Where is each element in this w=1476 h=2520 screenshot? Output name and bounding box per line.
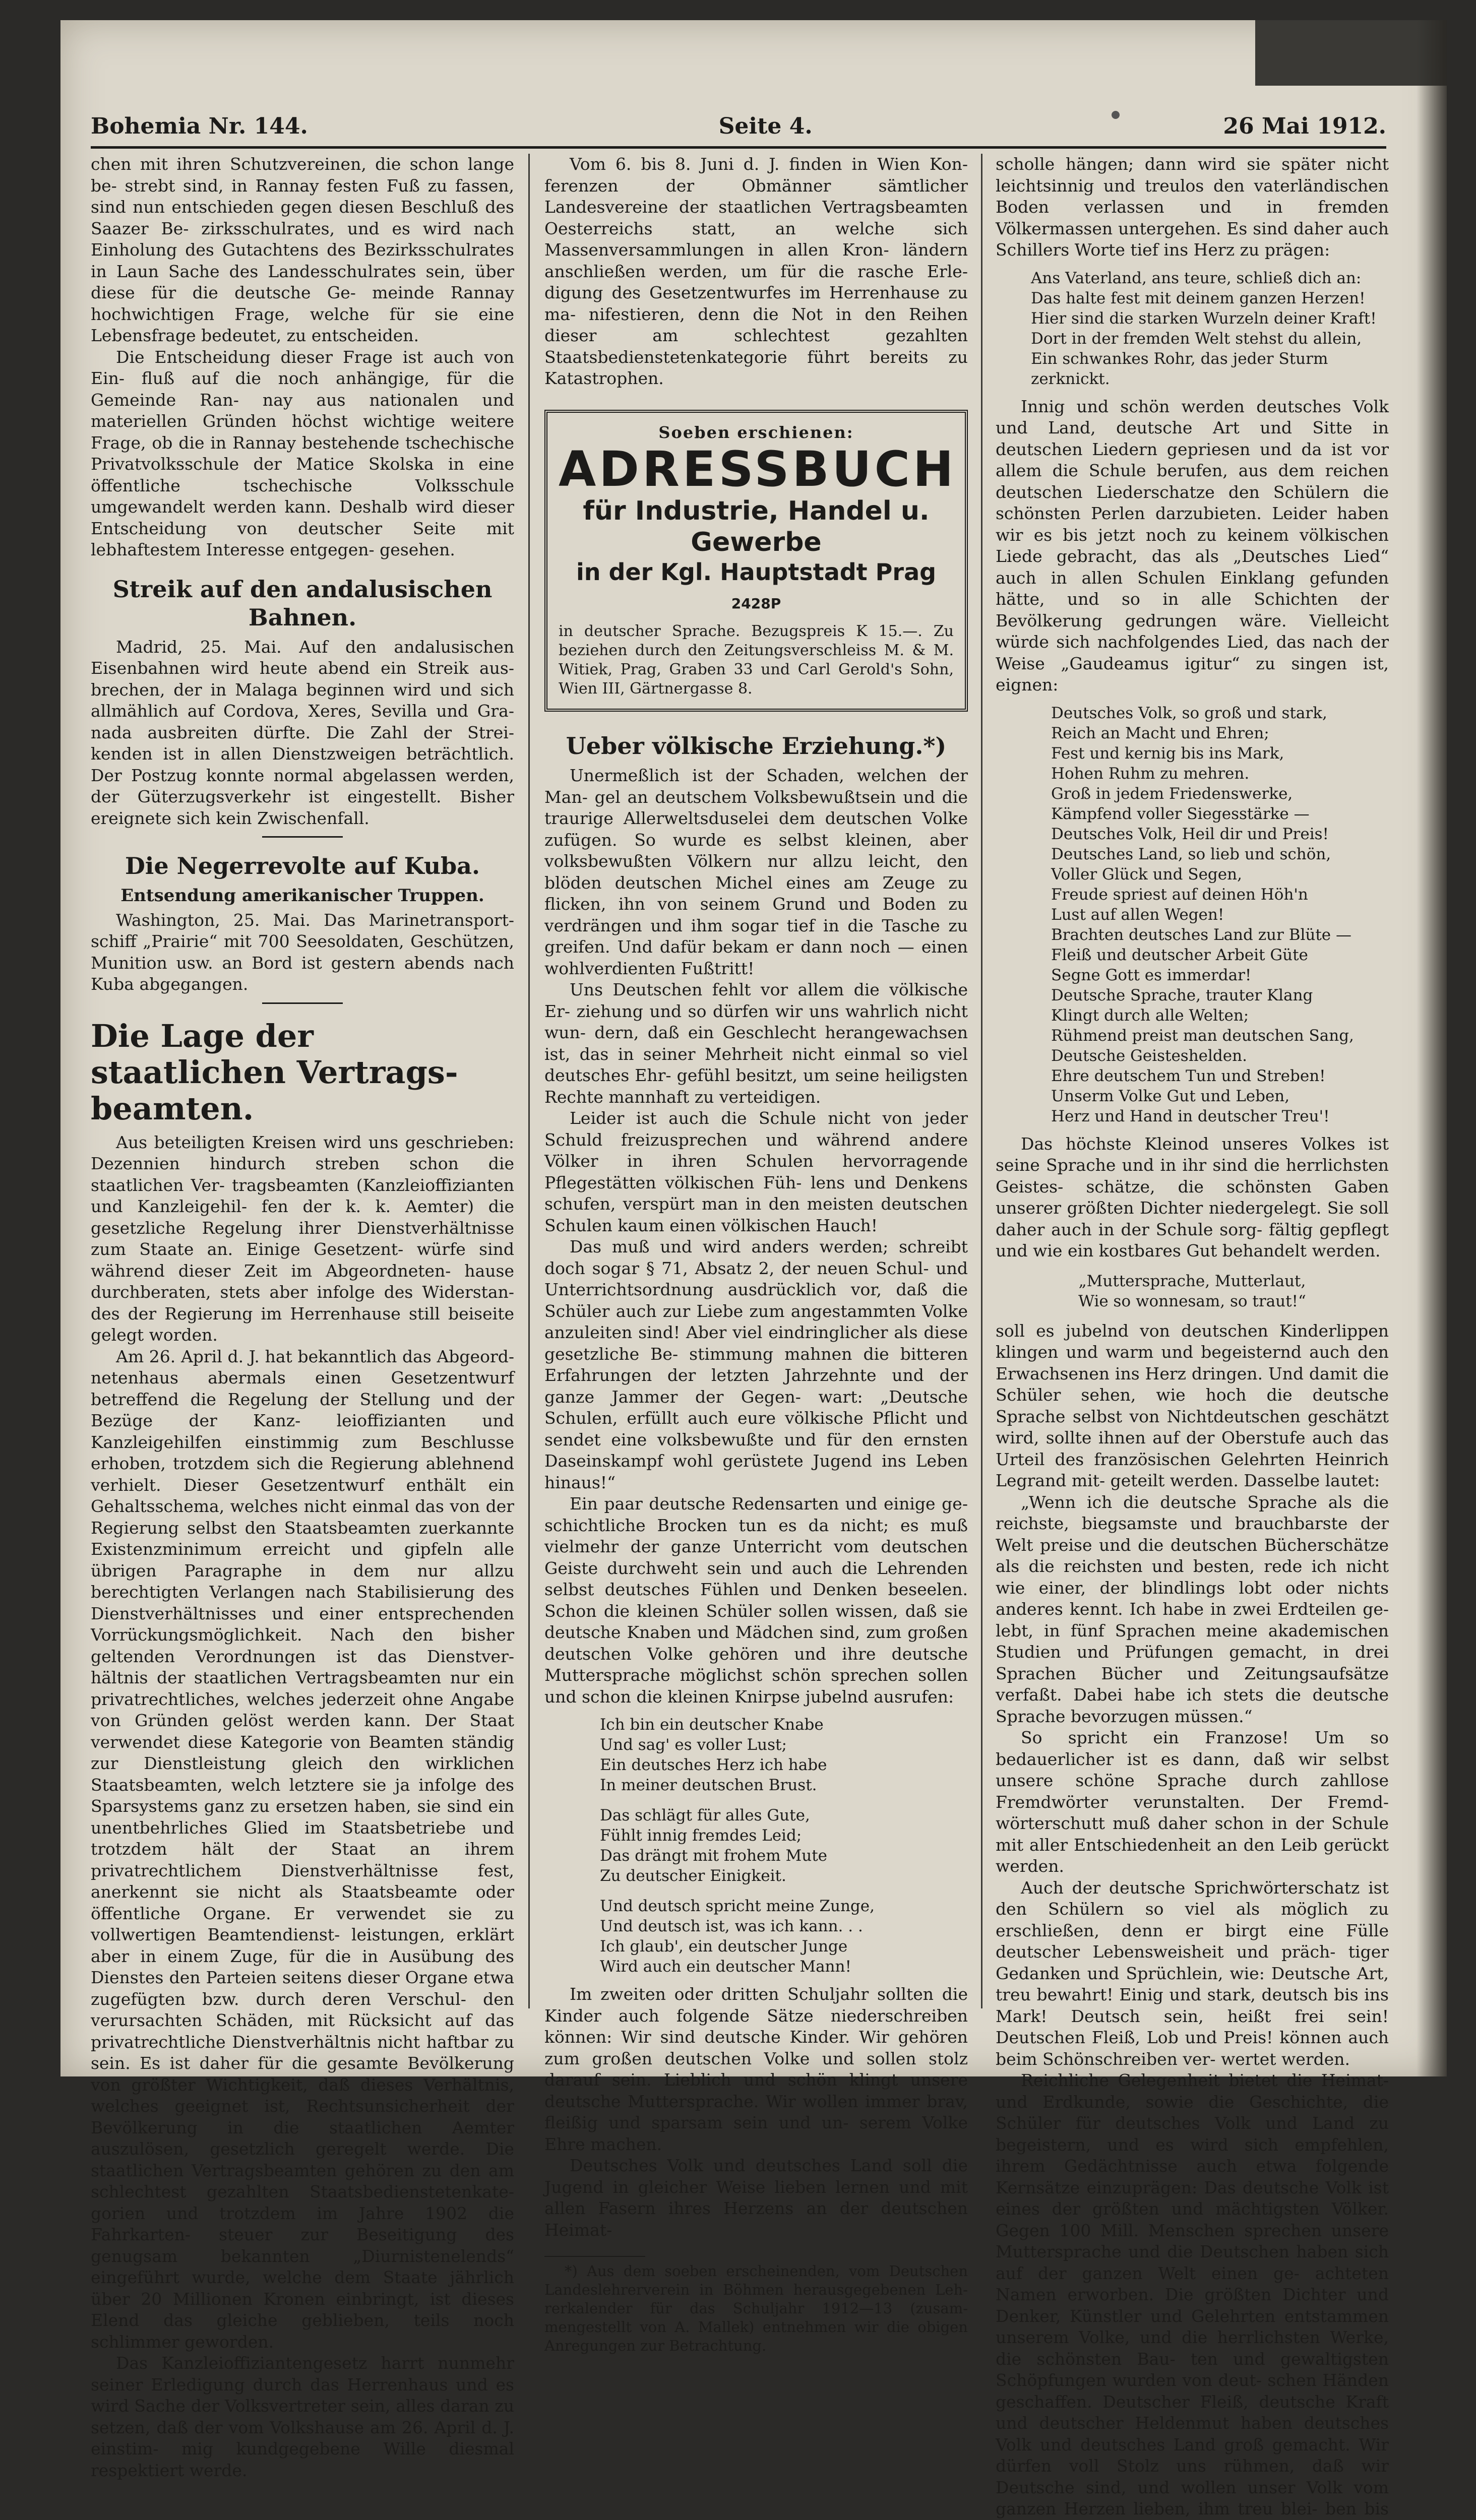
- poem-line: Klingt durch alle Welten;: [1051, 1006, 1249, 1025]
- ad-code: 2428P: [731, 595, 781, 612]
- ad-subtitle: für Industrie, Handel u. Gewerbe: [583, 496, 930, 557]
- poem-stanza-break: [600, 1795, 968, 1805]
- poem-line: Fühlt innig fremdes Leid;: [600, 1826, 802, 1845]
- poem-line: Deutsches Land, so lieb und schön,: [1051, 845, 1331, 863]
- article-text: chen mit ihren Schutzvereinen, die schon lange be- strebt sind, in Rannay festen Fuß zu fassen, sind nun entschieden gegen diesen Beschluß des Saazer Be- zirksschulrates, und es wird nach Einholung des Gutachtens des Bezirksschulrates in Laun Sache des Landesschulrates sein, über diese für die deutsche Ge- meinde Rannay hochwichtigen Frage, welche für sie eine Lebensfrage bedeutet, zu entscheiden.: [91, 154, 514, 345]
- separator: [262, 836, 343, 838]
- article-text: Aus beteiligten Kreisen wird uns geschrieben: Dezennien hindurch streben schon die staatlichen Ver- tragsbeamten (Kanzleioffizianten und Kanzleigehil- fen der k. k. Aemter) die gesetzliche Regelung ihrer Dienstverhältnisse zum Staate an. Einige Gesetzent- würfe sind während dieser Zeit im Abgeordneten- hause durchberaten, stets aber infolge des Widerstan- des der Regierung im Herrenhause still beiseite gelegt worden.: [91, 1132, 514, 1345]
- subheadline-kuba: Entsendung amerikanischer Truppen.: [120, 886, 484, 906]
- poem-schiller: [1031, 268, 1389, 389]
- poem-line: Lust auf allen Wegen!: [1051, 905, 1224, 924]
- headline-vertragsbeamten: Die Lage der staatlichen Vertrags- beamten.: [91, 1017, 458, 1127]
- poem-line: Ich glaub', ein deutscher Junge: [600, 1937, 848, 1956]
- article-text: Unermeßlich ist der Schaden, welchen der Man- gel an deutschem Volksbewußtsein und die traurige Allerweltsduselei dem deutschen Volke zufügen. So wurde es selbst kleinen, aber volksbewußten Völkern nur allzu leicht, den blöden deutschen Michel eines am Zeuge zu flicken, ihn von seinem Grund und Boden zu verdrängen und ihm sogar tief in die Tasche zu greifen. Und dafür bekam er dann noch — einen wohlverdienten Fußtritt!: [544, 766, 968, 978]
- headline-kuba: Die Negerrevolte auf Kuba.: [125, 852, 480, 879]
- poem-line: Kämpfend voller Siegesstärke —: [1051, 804, 1310, 823]
- poem-line: Und sag' es voller Lust;: [600, 1736, 787, 1754]
- poem-line: Groß in jedem Friedenswerke,: [1051, 784, 1293, 803]
- poem-line: In meiner deutschen Brust.: [600, 1776, 817, 1794]
- article-text: Auch der deutsche Sprichwörterschatz ist den Schülern so viel als möglich zu erschließen, denn er birgt eine Fülle deutscher Lebensweisheit und präch- tiger Gedanken und Sprüchlein, wie: Deutsche Art, treu bewahrt! Einig und stark, deutsch bis ins Mark! Deutsch sein, heißt frei sein! Deutschen Fleiß, Lob und Preis! können auch beim Schönschreiben ver- wertet werden.: [996, 1877, 1389, 2069]
- headline-streik: Streik auf den andalusischen Bahnen.: [112, 575, 493, 631]
- article-text: Das muß und wird anders werden; schreibt doch sogar § 71, Absatz 2, der neuen Schul- und Unterrichtsordnung ausdrücklich vor, daß die Schüler auch zur Liebe zum angestammten Volke anzuleiten sind! Aber viel eindringlicher als diese gesetzliche Be- stimmung mahnen die bitteren Erfahrungen der letzten Jahrzehnte und der ganze Jammer der Gegen- wart: „Deutsche Schulen, erfüllt auch eure völkische Pflicht und sendet eine volksbewußte und für den ernsten Daseinskampf wohl gerüstete Jugend ins Leben hinaus!“: [544, 1237, 968, 1492]
- poem-line: Hier sind die starken Wurzeln deiner Kraft!: [1031, 309, 1377, 328]
- article-text: Leider ist auch die Schule nicht von jeder Schuld freizusprechen und während andere Völker in ihren Schulen hervorragende Pflegestätten völkischen Füh- lens und Denkens schufen, verspürt man in den meisten deutschen Schulen kaum einen völkischen Hauch!: [544, 1108, 968, 1235]
- article-text: Am 26. April d. J. hat bekanntlich das Abgeord- netenhaus abermals einen Gesetzentwurf betreffend die Regelung der Stellung und der Bezüge der Kanz- leioffizianten und Kanzleigehilfen einstimmig zum Beschlusse erhoben, trotzdem sich die Regierung ablehnend verhielt. Dieser Gesetzentwurf enthält ein Gehaltsschema, welches nicht einmal das von der Regierung selbst den Staatsbeamten zuerkannte Existenzminimum erreicht und gipfeln alle übrigen Paragraphe in dem nur allzu berechtigten Verlangen nach Stabilisierung des Dienstverhältnisses und einer entsprechenden Vorrückungsmöglichkeit. Nach den bisher geltenden Verordnungen ist das Dienstver- hältnis der staatlichen Vertragsbeamten nur ein privatrechtliches, welches jederzeit ohne Angabe von Gründen gelöst werden kann. Der Staat verwendet diese Kategorie von Beamten ständig zur Dienstleistung gleich den wirklichen Staatsbeamten, welch letztere sie ja infolge des Sparsystems ganz zu ersetzen haben, sie sind ein unentbehrliches Glied im Staatsbetriebe und trotzdem hält der Staat an ihrem privatrechtlichem Dienstverhältnisse fest, anerkennt sie nicht als Staatsbeamte oder öffentliche Organe. Er verwendet sie zu vollwertigen Beamtendienst- leistungen, erklärt aber in einem Zuge, für die in Ausübung des Dienstes den Parteien seitens dieser Organe etwa zugefügten bzw. durch deren Verschul- den verursachten Schäden, mit Rücksicht auf das privatrechtliche Dienstverhältnis nicht haftbar zu sein. Es ist daher für die gesamte Bevölkerung von größter Wichtigkeit, daß dieses Verhältnis, welches geeignet ist, Rechtsunsicherheit der Bevölkerung in die staatlichen Aemter auszulösen, gesetzlich geregelt werde. Die staatlichen Vertragsbeamten gehören zu den am schlechtest gezahlten Staatsbedienstetenkate- gorien und trotzdem im Jahre 1902 die Fahrkarten- steuer zur Beseitigung des genugsam bekannten „Diurnistenelends“ eingeführt wurde, welche dem Staate jährlich über 20 Millionen Kronen einbringt, ist dieses Elend das gleiche geblieben, teils noch schlimmer geworden.: [91, 1346, 514, 2352]
- article-text: Innig und schön werden deutsches Volk und Land, deutsche Art und Sitte in deutschen Liedern gepriesen und da ist vor allem die Schule berufen, aus dem reichen deutschen Liederschatze den Schülern die schönsten Perlen darzubieten. Leider haben wir es bis jetzt noch zu keinem völkischen Liede gebracht, das als „Deutsches Lied“ auch in allen Schulen Einklang gefunden hätte, und so in alle Schichten der Bevölkerung gedrungen wäre. Vielleicht würde sich nachfolgendes Lied, das nach der Weise „Gaudeamus igitur“ zu singen ist, eignen:: [996, 396, 1389, 695]
- scan-edge-shadow: [1417, 20, 1447, 2076]
- article-text: scholle hängen; dann wird sie später nicht leichtsinnig und treulos den vaterländischen Boden verlassen und in fremden Völkermassen untergehen. Es sind daher auch Schillers Worte tief ins Herz zu prägen:: [996, 154, 1389, 260]
- ad-kicker: Soeben erschienen:: [658, 422, 854, 442]
- poem-line: Brachten deutsches Land zur Blüte —: [1051, 925, 1352, 944]
- poem-line: Zu deutscher Einigkeit.: [600, 1867, 786, 1885]
- poem-line: Fleiß und deutscher Arbeit Güte: [1051, 946, 1308, 964]
- article-text: Washington, 25. Mai. Das Marinetransport- schiff „Prairie“ mit 700 Seesoldaten, Geschützen, Munition usw. an Bord ist gestern abends nach Kuba abgegangen.: [91, 910, 514, 994]
- ad-city-line: [559, 558, 954, 618]
- poem-line: Rühmend preist man deutschen Sang,: [1051, 1026, 1354, 1045]
- masthead-paper-issue: Bohemia Nr. 144.: [91, 113, 308, 139]
- poem-line: Segne Gott es immerdar!: [1051, 966, 1252, 984]
- article-text: Ein paar deutsche Redensarten und einige ge- schichtliche Brocken tun es da nicht; es muß vielmehr der ganze Unterricht vom deutschen Geiste durchweht sein und auch die Lehrenden selbst deutsches Fühlen und Denken beseelen. Schon die kleinen Schüler sollen wissen, daß sie deutsche Knaben und Mädchen sind, zum großen deutschen Volke gehören und ihre deutsche Muttersprache möglichst schön sprechen sollen und schon die kleinen Knirpse jubelnd ausrufen:: [544, 1494, 968, 1707]
- poem-line: Ans Vaterland, ans teure, schließ dich an:: [1031, 269, 1362, 287]
- masthead: [91, 111, 1386, 141]
- poem-line: Das schlägt für alles Gute,: [600, 1806, 810, 1824]
- poem-line: Ein deutsches Herz ich habe: [600, 1756, 827, 1774]
- poem-line: Wird auch ein deutscher Mann!: [600, 1958, 851, 1976]
- poem-deutsches-lied: [1051, 703, 1389, 1126]
- poem-line: Und deutsch ist, was ich kann. . .: [600, 1917, 863, 1935]
- quote-line: „Muttersprache, Mutterlaut,: [1078, 1272, 1306, 1290]
- article-text: „Wenn ich die deutsche Sprache als die reichste, biegsamste und brauchbarste der Welt preise und die deutschen Bücherschätze als die reichsten und besten, rede ich nicht wie einer, der blindlings lobt oder nichts anderes kennt. Ich habe in zwei Erdteilen ge- lebt, in fünf Sprachen meine akademischen Studien und Prüfungen gemacht, in drei Sprachen Bücher und Zeitungsaufsätze verfaßt. Dabei habe ich stets die deutsche Sprache bevorzugen müssen.“: [996, 1492, 1389, 1726]
- poem-line: Deutsches Volk, Heil dir und Preis!: [1051, 825, 1329, 843]
- article-text: Die Entscheidung dieser Frage ist auch von Ein- fluß auf die noch anhängige, für die Gemeinde Ran- nay aus nationalen und materiellen Gründen höchst wichtige weitere Frage, ob die in Rannay bestehende tschechische Privatvolksschule der Matice Skolska in eine öffentliche tschechische Volksschule umgewandelt werden kann. Deshalb wird dieser Entscheidung von deutscher Seite mit lebhaftestem Interesse entgegen- gesehen.: [91, 347, 514, 559]
- poem-line: Unserm Volke Gut und Leben,: [1051, 1087, 1290, 1105]
- footnote-rule: [544, 2256, 645, 2257]
- article-text: Das höchste Kleinod unseres Volkes ist seine Sprache und in ihr sind die herrlichsten Geistes- schätze, die schönsten Gaben unserer größten Dichter niedergelegt. Sie soll daher auch in der Schule sorg- fältig gepflegt und wie ein kostbares Gut behandelt werden.: [996, 1133, 1389, 1261]
- poem-line: Hohen Ruhm zu mehren.: [1051, 764, 1250, 783]
- poem-deutscher-knabe: [600, 1715, 968, 1977]
- poem-line: Ich bin ein deutscher Knabe: [600, 1716, 824, 1734]
- poem-line: Herz und Hand in deutscher Treu'!: [1051, 1107, 1330, 1125]
- poem-line: Fest und kernig bis ins Mark,: [1051, 744, 1284, 763]
- poem-line: Voller Glück und Segen,: [1051, 865, 1242, 884]
- poem-line: Das drängt mit frohem Mute: [600, 1847, 828, 1865]
- masthead-page-number: Seite 4.: [718, 113, 813, 139]
- poem-line: Das halte fest mit deinem ganzen Herzen!: [1031, 289, 1366, 307]
- ad-title: ADRESSBUCH: [559, 441, 957, 497]
- masthead-date: 26 Mai 1912.: [1223, 113, 1386, 139]
- quote-muttersprache: [996, 1271, 1389, 1311]
- poem-line: Deutsche Geisteshelden.: [1051, 1046, 1247, 1065]
- column-3: [996, 154, 1389, 2518]
- poem-line: Dort in der fremden Welt stehst du allein,: [1031, 329, 1362, 348]
- advertisement-adressbuch: [544, 410, 968, 712]
- footnote: *) Aus dem soeben erscheinenden, vom Deutschen Landeslehrerverein in Böhmen herausgegebenen Leh- rerkalender für das Schuljahr 1912—13 (zusam- mengestellt von A. Mallek) entnehmen wir die obigen Anregungen zur Betrachtung.: [544, 2262, 968, 2354]
- article-text: Madrid, 25. Mai. Auf den andalusischen Eisenbahnen wird heute abend ein Streik aus- brechen, der in Malaga beginnen wird und sich allmählich auf Cordova, Xeres, Sevilla und Gra- nada ausbreiten dürfte. Die Zahl der Strei- kenden ist in allen Dienstzweigen beträchtlich. Der Postzug konnte normal abgelassen werden, der Güterzugsverkehr ist eingestellt. Bisher ereignete sich kein Zwischenfall.: [91, 637, 514, 828]
- poem-line: Deutsche Sprache, trauter Klang: [1051, 986, 1313, 1004]
- quote-line: Wie so wonnesam, so traut!“: [1078, 1292, 1306, 1310]
- poem-line: Freude spriest auf deinen Höh'n: [1051, 885, 1308, 904]
- ad-details: in deutscher Sprache. Bezugspreis K 15.—. Zu beziehen durch den Zeitungsverschleiss M. & M. Witiek, Prag, Graben 33 und Carl Gerold's Sohn, Wien III, Gärtnergasse 8.: [559, 622, 954, 698]
- newspaper-page: [60, 20, 1447, 2518]
- masthead-rule: [91, 146, 1386, 149]
- poem-line: Ehre deutschem Tun und Streben!: [1051, 1066, 1326, 1085]
- column-divider-2: [981, 154, 982, 2008]
- column-1: [91, 154, 514, 2480]
- article-text: So spricht ein Franzose! Um so bedauerlicher ist es dann, daß wir selbst unsere schöne Sprache durch zahllose Fremdwörter verunstalten. Der Fremd- wörterschutt muß daher schon in der Schule mit aller Entschiedenheit an den Leib gerückt werden.: [996, 1728, 1389, 1876]
- article-text: soll es jubelnd von deutschen Kinderlippen klingen und warm und begeisternd auch den Erwachsenen ins Herz dringen. Und damit die Schüler sehen, wie hoch die deutsche Sprache selbst von Nichtdeutschen geschätzt wird, sollte ihnen auf der Oberstufe auch das Urteil des französischen Gelehrten Heinrich Legrand mit- geteilt werden. Dasselbe lautet:: [996, 1320, 1389, 1490]
- article-text: Das Kanzleioffiziantengesetz harrt nunmehr seiner Erledigung durch das Herrenhaus und es wird Sache der Volksvertreter sein, alles daran zu setzen, daß der vom Volkshause am 26. April d. J. einstim- mig kundgegebene Wille diesmal respektiert werde.: [91, 2353, 514, 2480]
- headline-voelkische-erziehung: Ueber völkische Erziehung.*): [566, 732, 947, 760]
- article-text: Im zweiten oder dritten Schuljahr sollten die Kinder auch folgende Sätze niederschreiben können: Wir sind deutsche Kinder. Wir gehören zum großen deutschen Volke und sollen stolz darauf sein. Lieblich und schön klingt unsere deutsche Muttersprache. Wir wollen immer brav, fleißig und sparsam sein und un- serem Volke Ehre machen.: [544, 1984, 968, 2154]
- separator: [262, 1002, 343, 1004]
- article-text: Uns Deutschen fehlt vor allem die völkische Er- ziehung und so dürfen wir uns wahrlich nicht wun- dern, daß ein Geschlecht herangewachsen ist, das in seiner Mehrheit nicht einmal so viel deutsches Ehr- gefühl besitzt, um seine heiligsten Rechte mannhaft zu verteidigen.: [544, 980, 968, 1107]
- poem-line: Deutsches Volk, so groß und stark,: [1051, 704, 1327, 722]
- poem-line: Reich an Macht und Ehren;: [1051, 724, 1269, 742]
- article-text: Reichliche Gelegenheit bietet die Heimat- und Erdkunde, sowie die Geschichte, die Schüler für deutsches Volk und Land zu begeistern, und es wird sich empfehlen, ihrem Gedächtnisse auch etwa folgende Kernsätze einzuprägen: Das deutsche Volk ist eines der größten und mächtigsten Völker. Gegen 100 Mill. Menschen sprechen unsere Muttersprache und die Deutschen haben sich auf der ganzen Welt einen ge- achteten Namen erworben. Die größten Dichter und Denker, Künstler und Gelehrten entstammen unserem Volke, und die herrlichsten Werke, die schönsten Bau- ten und gewaltigsten Schöpfungen wurden von deut- schen Händen geschaffen. Deutscher Fleiß, deutsche Kraft und deutscher Heldenmut haben deutsches Volk und deutsches Land groß gemacht. Wir dürfen voll Stolz uns rühmen, daß wir Deutsche sind, und wollen unser Volk vom ganzen Herzen lieben, ihm treu blei- ben bis: [996, 2070, 1389, 2518]
- poem-line: Ein schwankes Rohr, das jeder Sturm zerknickt.: [1031, 349, 1328, 388]
- article-text: Deutsches Volk und deutsches Land soll die Jugend in gleicher Weise lieben lernen und mit allen Fasern ihres Herzens an der deutschen Heimat-: [544, 2156, 968, 2240]
- column-divider-1: [528, 154, 530, 2008]
- poem-stanza-break: [600, 1886, 968, 1896]
- poem-line: Und deutsch spricht meine Zunge,: [600, 1897, 875, 1915]
- column-2: [544, 154, 968, 2354]
- article-text: Vom 6. bis 8. Juni d. J. finden in Wien Kon- ferenzen der Obmänner sämtlicher Landesvereine der staatlichen Vertragsbeamten Oesterreichs statt, an welche sich Massenversammlungen in allen Kron- ländern anschließen werden, um für die rasche Erle- digung des Gesetzentwurfes im Herrenhause zu ma- nifestieren, denn die Not in den Reihen dieser am schlechtest gezahlten Staatsbedienstetenkategorie führt bereits zu Katastrophen.: [544, 154, 968, 388]
- ad-city: in der Kgl. Hauptstadt Prag: [576, 558, 937, 586]
